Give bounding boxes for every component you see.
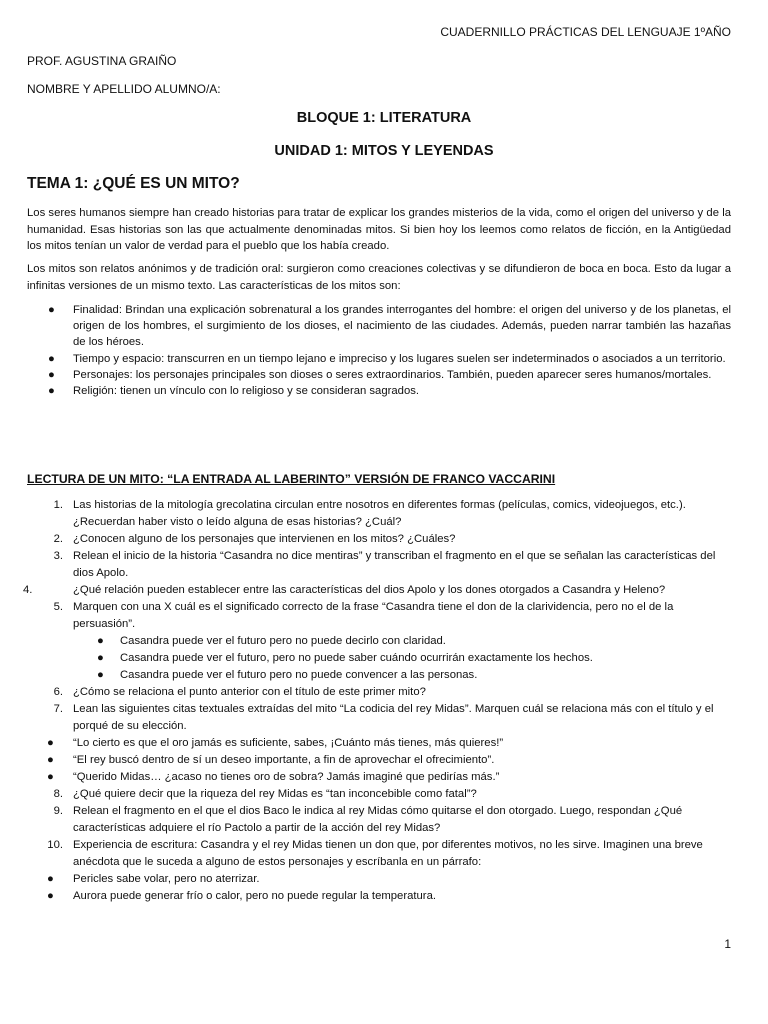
question-item xyxy=(27,599,731,633)
question-item xyxy=(27,837,731,871)
bullet-icon: ● xyxy=(47,890,54,902)
question-item xyxy=(27,531,731,548)
question-item xyxy=(27,497,731,531)
question-number: 9. xyxy=(53,805,63,817)
bullet-icon: ● xyxy=(47,754,54,766)
question-item xyxy=(27,701,731,735)
teacher-name: PROF. AGUSTINA GRAIÑO xyxy=(27,54,177,68)
question-text: ¿Qué quiere decir que la riqueza del rey Midas es “tan inconcebible como fatal”? xyxy=(73,788,477,800)
characteristic-item xyxy=(27,302,731,351)
question-text: Lean las siguientes citas textuales extraídas del mito “La codicia del rey Midas”. Marquen cuál se relaciona más con el título y el porqué de su elección. xyxy=(73,703,714,732)
bullet-icon: ● xyxy=(48,385,55,398)
lectura-heading: LECTURA DE UN MITO: “LA ENTRADA AL LABERINTO” VERSIÓN DE FRANCO VACCARINI xyxy=(27,472,556,486)
question-text: Casandra puede ver el futuro pero no puede convencer a las personas. xyxy=(120,669,478,681)
question-text: Casandra puede ver el futuro, pero no puede saber cuándo ocurrirán exactamente los hechos. xyxy=(120,652,593,664)
question-item xyxy=(23,582,731,599)
question-text: Experiencia de escritura: Casandra y el rey Midas tienen un don que, por diferentes motivos, no les sirve. Imaginen una breve anécdota que le suceda a alguno de estos personajes y escríbanla en un párrafo: xyxy=(73,839,703,868)
question-text: ¿Cómo se relaciona el punto anterior con el título de este primer mito? xyxy=(73,686,426,698)
characteristics-list xyxy=(27,302,731,399)
bullet-icon: ● xyxy=(47,737,54,749)
characteristic-text: Finalidad: Brindan una explicación sobrenatural a los grandes interrogantes del hombre: el origen del universo y de los planetas, el origen de los hombres, el surgimiento de los dioses, el nacimiento de las ciudades. Además, pueden narrar también las hazañas de los héroes. xyxy=(73,304,731,349)
bullet-icon: ● xyxy=(47,873,54,885)
question-item xyxy=(27,752,731,769)
document-header: CUADERNILLO PRÁCTICAS DEL LENGUAJE 1ºAÑO xyxy=(440,25,731,39)
bullet-icon: ● xyxy=(97,652,104,664)
characteristic-text: Tiempo y espacio: transcurren en un tiempo lejano e impreciso y los lugares suelen ser indeterminados o asociados a un territorio. xyxy=(73,352,726,365)
bloque-heading: BLOQUE 1: LITERATURA xyxy=(296,110,472,126)
tema-heading: TEMA 1: ¿QUÉ ES UN MITO? xyxy=(27,175,240,192)
student-name-label: NOMBRE Y APELLIDO ALUMNO/A: xyxy=(27,82,221,96)
question-number: 4. xyxy=(23,584,33,596)
question-text: Pericles sabe volar, pero no aterrizar. xyxy=(73,873,260,885)
question-item xyxy=(27,803,731,837)
question-number: 10. xyxy=(47,839,63,851)
question-text: ¿Qué relación pueden establecer entre las características del dios Apolo y los dones otorgados a Casandra y Heleno? xyxy=(73,584,666,596)
question-text: “Querido Midas… ¿acaso no tienes oro de sobra? Jamás imaginé que pedirías más.” xyxy=(73,771,500,783)
bullet-icon: ● xyxy=(47,771,54,783)
question-item xyxy=(27,650,731,667)
question-item xyxy=(27,633,731,650)
characteristic-text: Religión: tienen un vínculo con lo religioso y se consideran sagrados. xyxy=(73,385,420,398)
question-number: 3. xyxy=(53,550,63,562)
question-number: 5. xyxy=(53,601,63,613)
question-item xyxy=(27,684,731,701)
bullet-icon: ● xyxy=(97,635,104,647)
question-item xyxy=(27,786,731,803)
question-item xyxy=(27,548,731,582)
question-number: 7. xyxy=(53,703,63,715)
question-item xyxy=(27,888,731,905)
question-item xyxy=(27,769,731,786)
bullet-icon: ● xyxy=(48,352,55,365)
questions-list xyxy=(23,497,731,905)
characteristics-list-wrapper xyxy=(27,302,731,399)
characteristic-item xyxy=(27,367,731,383)
intro-paragraph: Los seres humanos siempre han creado historias para tratar de explicar los grandes misterios de la vida, como el origen del universo y de la humanidad. Esas historias son las que actualmente denominadas mitos. Si bien hoy los leemos como relatos de ficción, en la Antigüedad los mitos tenían un valor de verdad para el pueblo que los había creado. xyxy=(27,207,731,252)
bullet-icon: ● xyxy=(48,368,55,381)
characteristic-item xyxy=(27,351,731,367)
oral-tradition-paragraph: Los mitos son relatos anónimos y de tradición oral: surgieron como creaciones colectivas y se difundieron de boca en boca. Esto da lugar a infinitas versiones de un mismo texto. Las características de los mitos son: xyxy=(27,263,731,292)
characteristic-text: Personajes: los personajes principales son dioses o seres extraordinarios. También, pueden aparecer seres humanos/mortales. xyxy=(73,368,712,381)
unidad-heading: UNIDAD 1: MITOS Y LEYENDAS xyxy=(274,143,494,159)
question-number: 2. xyxy=(53,533,63,545)
bullet-icon: ● xyxy=(48,304,55,316)
question-item xyxy=(27,735,731,752)
characteristic-item xyxy=(27,383,731,399)
question-text: Casandra puede ver el futuro pero no puede decirlo con claridad. xyxy=(120,635,446,647)
question-text: “Lo cierto es que el oro jamás es suficiente, sabes, ¡Cuánto más tienes, más quieres!” xyxy=(73,737,504,749)
question-text: Aurora puede generar frío o calor, pero no puede regular la temperatura. xyxy=(73,890,436,902)
question-text: Las historias de la mitología grecolatina circulan entre nosotros en diferentes formas (películas, comics, videojuegos, etc.). ¿Recuerdan haber visto o leído alguna de esas historias? ¿Cuál? xyxy=(73,499,686,528)
question-text: Relean el inicio de la historia “Casandra no dice mentiras” y transcriban el fragmento en el que se señalan las características del dios Apolo. xyxy=(73,550,716,579)
bullet-icon: ● xyxy=(97,669,104,681)
question-number: 1. xyxy=(53,499,63,511)
question-number: 6. xyxy=(53,686,63,698)
question-text: Marquen con una X cuál es el significado correcto de la frase “Casandra tiene el don de la clarividencia, pero no el de la persuasión”. xyxy=(73,601,674,630)
page-number: 1 xyxy=(724,937,731,951)
question-text: Relean el fragmento en el que el dios Baco le indica al rey Midas cómo quitarse el don otorgado. Luego, respondan ¿Qué características adquiere el río Pactolo a partir de la acción del rey Midas? xyxy=(73,805,683,834)
question-text: “El rey buscó dentro de sí un deseo importante, a fin de aprovechar el ofrecimiento”. xyxy=(73,754,495,766)
question-item xyxy=(27,667,731,684)
question-number: 8. xyxy=(53,788,63,800)
question-text: ¿Conocen alguno de los personajes que intervienen en los mitos? ¿Cuáles? xyxy=(73,533,456,545)
question-item xyxy=(27,871,731,888)
